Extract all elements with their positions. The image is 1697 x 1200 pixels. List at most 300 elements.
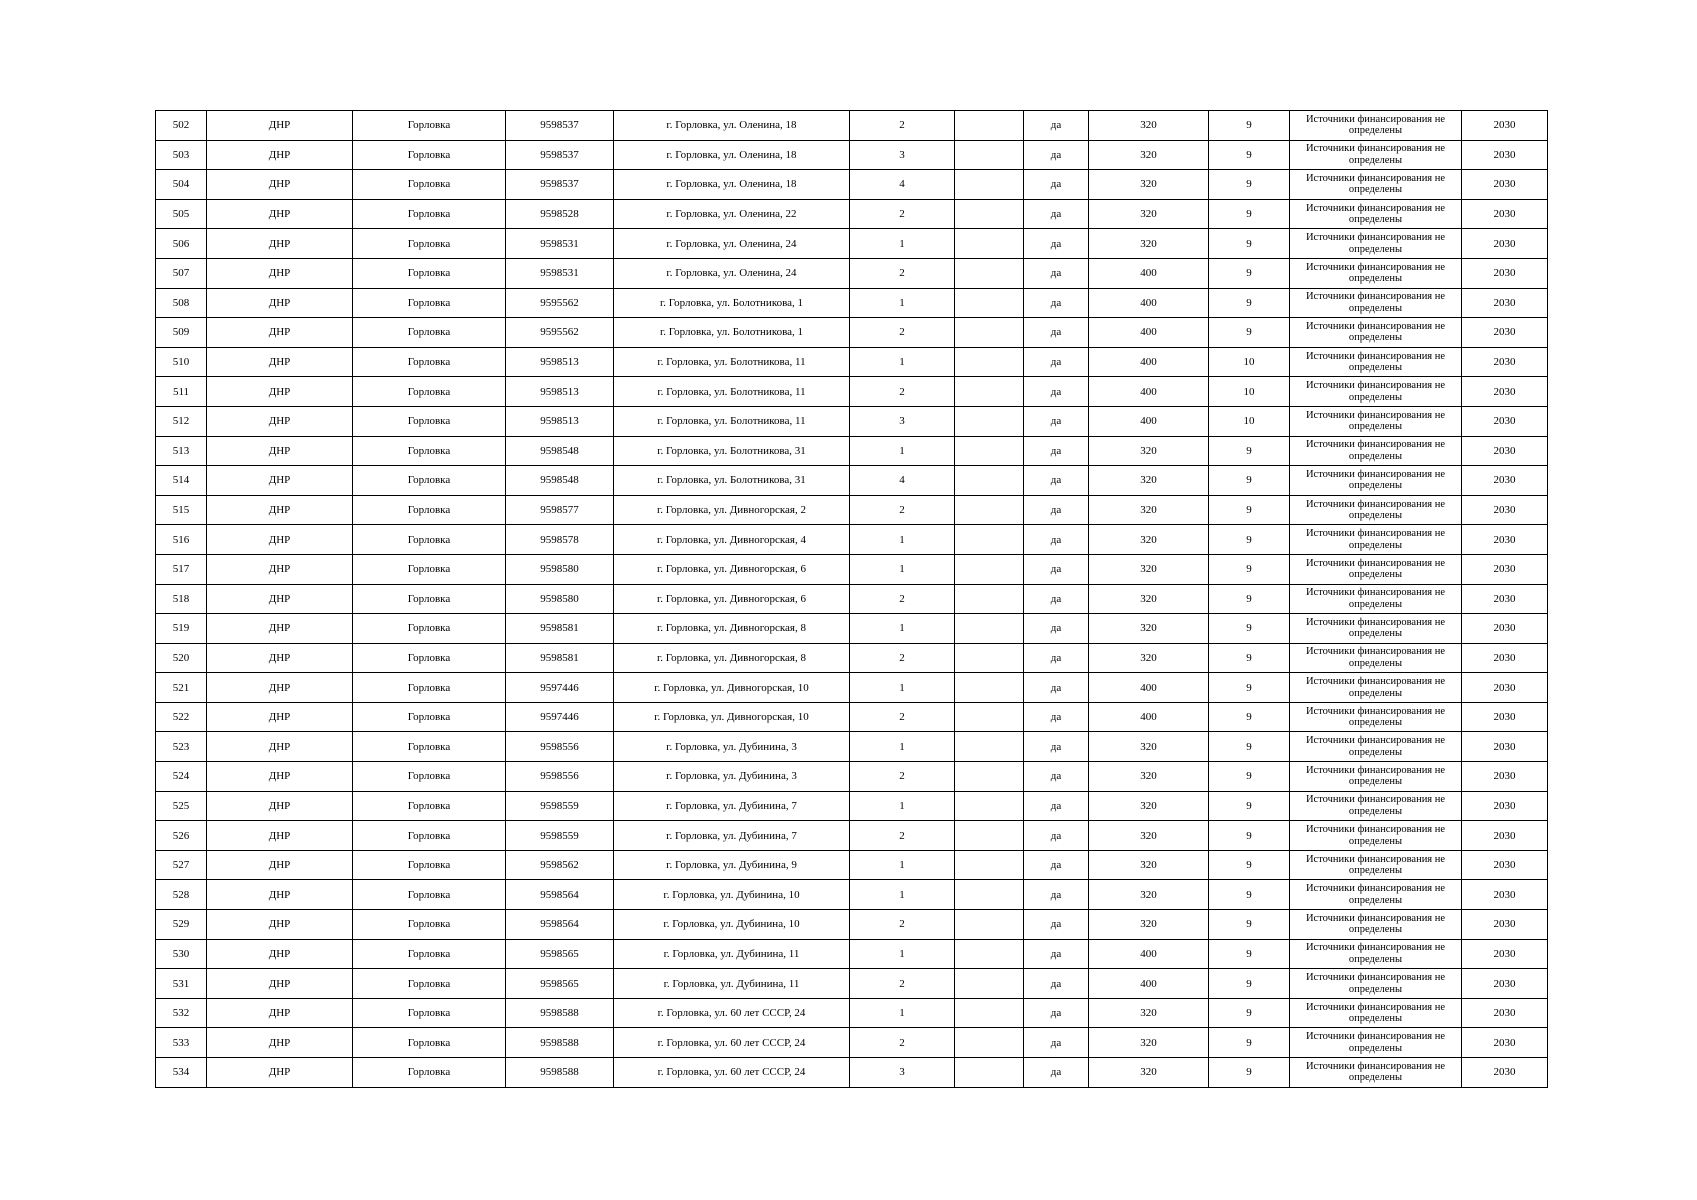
- row-number-cell: 507: [156, 258, 207, 288]
- flag-cell: да: [1024, 969, 1089, 999]
- region-cell: ДНР: [207, 821, 353, 851]
- capacity-cell: 320: [1089, 643, 1209, 673]
- year-cell: 2030: [1462, 850, 1548, 880]
- flag-cell: да: [1024, 406, 1089, 436]
- flag-cell: да: [1024, 288, 1089, 318]
- entrance-number-cell: 3: [850, 140, 955, 170]
- row-number-cell: 508: [156, 288, 207, 318]
- blank-cell: [955, 880, 1024, 910]
- funding-source-cell: Источники финансирования не определены: [1290, 406, 1462, 436]
- capacity-cell: 320: [1089, 850, 1209, 880]
- address-cell: г. Горловка, ул. Дубинина, 11: [614, 969, 850, 999]
- year-cell: 2030: [1462, 910, 1548, 940]
- capacity-cell: 400: [1089, 702, 1209, 732]
- table-body: [156, 111, 1548, 1088]
- address-cell: г. Горловка, ул. Дубинина, 7: [614, 791, 850, 821]
- year-cell: 2030: [1462, 998, 1548, 1028]
- entrance-number-cell: 3: [850, 1058, 955, 1088]
- entrance-number-cell: 2: [850, 969, 955, 999]
- table-row: [156, 347, 1548, 377]
- row-number-cell: 521: [156, 673, 207, 703]
- flag-cell: да: [1024, 762, 1089, 792]
- floors-cell: 10: [1209, 377, 1290, 407]
- entrance-number-cell: 1: [850, 525, 955, 555]
- capacity-cell: 320: [1089, 762, 1209, 792]
- floors-cell: 9: [1209, 702, 1290, 732]
- flag-cell: да: [1024, 702, 1089, 732]
- city-cell: Горловка: [353, 791, 506, 821]
- row-number-cell: 506: [156, 229, 207, 259]
- table-row: [156, 199, 1548, 229]
- year-cell: 2030: [1462, 880, 1548, 910]
- row-number-cell: 509: [156, 318, 207, 348]
- object-code-cell: 9598537: [506, 140, 614, 170]
- blank-cell: [955, 998, 1024, 1028]
- object-code-cell: 9598513: [506, 377, 614, 407]
- entrance-number-cell: 1: [850, 791, 955, 821]
- blank-cell: [955, 850, 1024, 880]
- funding-source-cell: Источники финансирования не определены: [1290, 318, 1462, 348]
- funding-source-cell: Источники финансирования не определены: [1290, 673, 1462, 703]
- capacity-cell: 400: [1089, 347, 1209, 377]
- city-cell: Горловка: [353, 969, 506, 999]
- funding-source-cell: Источники финансирования не определены: [1290, 436, 1462, 466]
- blank-cell: [955, 762, 1024, 792]
- address-cell: г. Горловка, ул. Болотникова, 1: [614, 288, 850, 318]
- region-cell: ДНР: [207, 673, 353, 703]
- city-cell: Горловка: [353, 732, 506, 762]
- city-cell: Горловка: [353, 258, 506, 288]
- year-cell: 2030: [1462, 495, 1548, 525]
- region-cell: ДНР: [207, 258, 353, 288]
- flag-cell: да: [1024, 258, 1089, 288]
- object-code-cell: 9598537: [506, 111, 614, 141]
- capacity-cell: 320: [1089, 880, 1209, 910]
- object-code-cell: 9598556: [506, 732, 614, 762]
- object-code-cell: 9598548: [506, 436, 614, 466]
- blank-cell: [955, 969, 1024, 999]
- floors-cell: 9: [1209, 111, 1290, 141]
- floors-cell: 9: [1209, 939, 1290, 969]
- object-code-cell: 9598548: [506, 466, 614, 496]
- funding-source-cell: Источники финансирования не определены: [1290, 140, 1462, 170]
- flag-cell: да: [1024, 1058, 1089, 1088]
- table-row: [156, 436, 1548, 466]
- year-cell: 2030: [1462, 554, 1548, 584]
- blank-cell: [955, 140, 1024, 170]
- object-code-cell: 9598588: [506, 1058, 614, 1088]
- flag-cell: да: [1024, 554, 1089, 584]
- capacity-cell: 320: [1089, 998, 1209, 1028]
- region-cell: ДНР: [207, 939, 353, 969]
- entrance-number-cell: 1: [850, 998, 955, 1028]
- row-number-cell: 530: [156, 939, 207, 969]
- entrance-number-cell: 1: [850, 229, 955, 259]
- entrance-number-cell: 2: [850, 495, 955, 525]
- floors-cell: 9: [1209, 436, 1290, 466]
- funding-source-cell: Источники финансирования не определены: [1290, 347, 1462, 377]
- funding-source-cell: Источники финансирования не определены: [1290, 554, 1462, 584]
- row-number-cell: 502: [156, 111, 207, 141]
- entrance-number-cell: 2: [850, 1028, 955, 1058]
- row-number-cell: 524: [156, 762, 207, 792]
- address-cell: г. Горловка, ул. Дивногорская, 6: [614, 584, 850, 614]
- table-row: [156, 554, 1548, 584]
- floors-cell: 9: [1209, 1058, 1290, 1088]
- table-row: [156, 406, 1548, 436]
- blank-cell: [955, 170, 1024, 200]
- floors-cell: 9: [1209, 880, 1290, 910]
- year-cell: 2030: [1462, 466, 1548, 496]
- object-code-cell: 9598588: [506, 998, 614, 1028]
- row-number-cell: 504: [156, 170, 207, 200]
- city-cell: Горловка: [353, 1028, 506, 1058]
- city-cell: Горловка: [353, 614, 506, 644]
- region-cell: ДНР: [207, 850, 353, 880]
- table-row: [156, 791, 1548, 821]
- funding-source-cell: Источники финансирования не определены: [1290, 614, 1462, 644]
- blank-cell: [955, 288, 1024, 318]
- address-cell: г. Горловка, ул. Дубинина, 10: [614, 910, 850, 940]
- address-cell: г. Горловка, ул. Болотникова, 11: [614, 406, 850, 436]
- flag-cell: да: [1024, 614, 1089, 644]
- floors-cell: 9: [1209, 525, 1290, 555]
- address-cell: г. Горловка, ул. Дубинина, 11: [614, 939, 850, 969]
- address-cell: г. Горловка, ул. 60 лет СССР, 24: [614, 1058, 850, 1088]
- table-row: [156, 495, 1548, 525]
- object-code-cell: 9598565: [506, 939, 614, 969]
- capacity-cell: 320: [1089, 554, 1209, 584]
- funding-source-cell: Источники финансирования не определены: [1290, 466, 1462, 496]
- blank-cell: [955, 199, 1024, 229]
- funding-source-cell: Источники финансирования не определены: [1290, 850, 1462, 880]
- blank-cell: [955, 584, 1024, 614]
- year-cell: 2030: [1462, 643, 1548, 673]
- entrance-number-cell: 2: [850, 643, 955, 673]
- city-cell: Горловка: [353, 170, 506, 200]
- address-cell: г. Горловка, ул. Дубинина, 9: [614, 850, 850, 880]
- blank-cell: [955, 406, 1024, 436]
- region-cell: ДНР: [207, 762, 353, 792]
- flag-cell: да: [1024, 318, 1089, 348]
- address-cell: г. Горловка, ул. Болотникова, 11: [614, 347, 850, 377]
- entrance-number-cell: 2: [850, 584, 955, 614]
- funding-source-cell: Источники финансирования не определены: [1290, 910, 1462, 940]
- entrance-number-cell: 2: [850, 702, 955, 732]
- row-number-cell: 511: [156, 377, 207, 407]
- funding-source-cell: Источники финансирования не определены: [1290, 495, 1462, 525]
- table-row: [156, 673, 1548, 703]
- city-cell: Горловка: [353, 199, 506, 229]
- address-cell: г. Горловка, ул. 60 лет СССР, 24: [614, 1028, 850, 1058]
- flag-cell: да: [1024, 199, 1089, 229]
- floors-cell: 9: [1209, 1028, 1290, 1058]
- flag-cell: да: [1024, 1028, 1089, 1058]
- city-cell: Горловка: [353, 436, 506, 466]
- floors-cell: 9: [1209, 850, 1290, 880]
- table-row: [156, 643, 1548, 673]
- row-number-cell: 527: [156, 850, 207, 880]
- region-cell: ДНР: [207, 377, 353, 407]
- table-row: [156, 1028, 1548, 1058]
- floors-cell: 9: [1209, 229, 1290, 259]
- city-cell: Горловка: [353, 673, 506, 703]
- table-row: [156, 170, 1548, 200]
- table-row: [156, 614, 1548, 644]
- capacity-cell: 400: [1089, 258, 1209, 288]
- row-number-cell: 525: [156, 791, 207, 821]
- address-cell: г. Горловка, ул. Оленина, 18: [614, 140, 850, 170]
- address-cell: г. Горловка, ул. Дивногорская, 8: [614, 614, 850, 644]
- floors-cell: 9: [1209, 554, 1290, 584]
- blank-cell: [955, 466, 1024, 496]
- year-cell: 2030: [1462, 229, 1548, 259]
- capacity-cell: 400: [1089, 377, 1209, 407]
- region-cell: ДНР: [207, 229, 353, 259]
- blank-cell: [955, 732, 1024, 762]
- object-code-cell: 9598581: [506, 643, 614, 673]
- floors-cell: 9: [1209, 762, 1290, 792]
- year-cell: 2030: [1462, 377, 1548, 407]
- row-number-cell: 513: [156, 436, 207, 466]
- entrance-number-cell: 2: [850, 258, 955, 288]
- year-cell: 2030: [1462, 318, 1548, 348]
- flag-cell: да: [1024, 998, 1089, 1028]
- object-code-cell: 9597446: [506, 673, 614, 703]
- address-cell: г. Горловка, ул. Оленина, 24: [614, 229, 850, 259]
- capacity-cell: 320: [1089, 732, 1209, 762]
- funding-source-cell: Источники финансирования не определены: [1290, 702, 1462, 732]
- object-code-cell: 9598537: [506, 170, 614, 200]
- region-cell: ДНР: [207, 406, 353, 436]
- flag-cell: да: [1024, 347, 1089, 377]
- entrance-number-cell: 1: [850, 880, 955, 910]
- object-code-cell: 9598588: [506, 1028, 614, 1058]
- floors-cell: 9: [1209, 673, 1290, 703]
- table-row: [156, 377, 1548, 407]
- region-cell: ДНР: [207, 1058, 353, 1088]
- year-cell: 2030: [1462, 762, 1548, 792]
- table-row: [156, 466, 1548, 496]
- city-cell: Горловка: [353, 939, 506, 969]
- object-code-cell: 9598513: [506, 347, 614, 377]
- address-cell: г. Горловка, ул. Болотникова, 31: [614, 436, 850, 466]
- city-cell: Горловка: [353, 850, 506, 880]
- row-number-cell: 503: [156, 140, 207, 170]
- capacity-cell: 400: [1089, 673, 1209, 703]
- funding-source-cell: Источники финансирования не определены: [1290, 1028, 1462, 1058]
- floors-cell: 9: [1209, 318, 1290, 348]
- flag-cell: да: [1024, 643, 1089, 673]
- floors-cell: 9: [1209, 466, 1290, 496]
- year-cell: 2030: [1462, 584, 1548, 614]
- region-cell: ДНР: [207, 466, 353, 496]
- region-cell: ДНР: [207, 111, 353, 141]
- object-code-cell: 9598580: [506, 584, 614, 614]
- city-cell: Горловка: [353, 495, 506, 525]
- capacity-cell: 320: [1089, 199, 1209, 229]
- region-cell: ДНР: [207, 495, 353, 525]
- city-cell: Горловка: [353, 910, 506, 940]
- address-cell: г. Горловка, ул. Дубинина, 7: [614, 821, 850, 851]
- blank-cell: [955, 614, 1024, 644]
- address-cell: г. Горловка, ул. Оленина, 22: [614, 199, 850, 229]
- region-cell: ДНР: [207, 288, 353, 318]
- blank-cell: [955, 318, 1024, 348]
- funding-source-cell: Источники финансирования не определены: [1290, 111, 1462, 141]
- entrance-number-cell: 1: [850, 614, 955, 644]
- region-cell: ДНР: [207, 880, 353, 910]
- blank-cell: [955, 791, 1024, 821]
- city-cell: Горловка: [353, 525, 506, 555]
- row-number-cell: 518: [156, 584, 207, 614]
- flag-cell: да: [1024, 850, 1089, 880]
- region-cell: ДНР: [207, 436, 353, 466]
- city-cell: Горловка: [353, 406, 506, 436]
- blank-cell: [955, 673, 1024, 703]
- funding-source-cell: Источники финансирования не определены: [1290, 525, 1462, 555]
- floors-cell: 9: [1209, 791, 1290, 821]
- flag-cell: да: [1024, 939, 1089, 969]
- capacity-cell: 400: [1089, 288, 1209, 318]
- funding-source-cell: Источники финансирования не определены: [1290, 791, 1462, 821]
- row-number-cell: 533: [156, 1028, 207, 1058]
- city-cell: Горловка: [353, 318, 506, 348]
- address-cell: г. Горловка, ул. Дубинина, 10: [614, 880, 850, 910]
- year-cell: 2030: [1462, 969, 1548, 999]
- entrance-number-cell: 2: [850, 377, 955, 407]
- funding-source-cell: Источники финансирования не определены: [1290, 377, 1462, 407]
- row-number-cell: 522: [156, 702, 207, 732]
- city-cell: Горловка: [353, 1058, 506, 1088]
- entrance-number-cell: 1: [850, 554, 955, 584]
- capacity-cell: 320: [1089, 1058, 1209, 1088]
- city-cell: Горловка: [353, 643, 506, 673]
- floors-cell: 10: [1209, 406, 1290, 436]
- table-row: [156, 229, 1548, 259]
- flag-cell: да: [1024, 495, 1089, 525]
- flag-cell: да: [1024, 229, 1089, 259]
- object-code-cell: 9598559: [506, 821, 614, 851]
- table-row: [156, 998, 1548, 1028]
- entrance-number-cell: 2: [850, 199, 955, 229]
- address-cell: г. Горловка, ул. Дивногорская, 4: [614, 525, 850, 555]
- capacity-cell: 320: [1089, 821, 1209, 851]
- table-row: [156, 910, 1548, 940]
- address-cell: г. Горловка, ул. Дивногорская, 10: [614, 702, 850, 732]
- year-cell: 2030: [1462, 436, 1548, 466]
- floors-cell: 9: [1209, 140, 1290, 170]
- region-cell: ДНР: [207, 170, 353, 200]
- row-number-cell: 532: [156, 998, 207, 1028]
- region-cell: ДНР: [207, 643, 353, 673]
- object-code-cell: 9598581: [506, 614, 614, 644]
- table-row: [156, 732, 1548, 762]
- table-row: [156, 762, 1548, 792]
- table-row: [156, 969, 1548, 999]
- capacity-cell: 400: [1089, 406, 1209, 436]
- object-code-cell: 9595562: [506, 318, 614, 348]
- city-cell: Горловка: [353, 998, 506, 1028]
- city-cell: Горловка: [353, 702, 506, 732]
- blank-cell: [955, 525, 1024, 555]
- blank-cell: [955, 643, 1024, 673]
- region-cell: ДНР: [207, 614, 353, 644]
- region-cell: ДНР: [207, 702, 353, 732]
- year-cell: 2030: [1462, 821, 1548, 851]
- year-cell: 2030: [1462, 732, 1548, 762]
- table-row: [156, 850, 1548, 880]
- region-cell: ДНР: [207, 584, 353, 614]
- address-cell: г. Горловка, ул. Дубинина, 3: [614, 732, 850, 762]
- floors-cell: 9: [1209, 584, 1290, 614]
- object-code-cell: 9598513: [506, 406, 614, 436]
- floors-cell: 9: [1209, 614, 1290, 644]
- capacity-cell: 320: [1089, 436, 1209, 466]
- city-cell: Горловка: [353, 229, 506, 259]
- object-code-cell: 9598562: [506, 850, 614, 880]
- capacity-cell: 400: [1089, 318, 1209, 348]
- address-cell: г. Горловка, ул. Оленина, 18: [614, 111, 850, 141]
- blank-cell: [955, 436, 1024, 466]
- row-number-cell: 510: [156, 347, 207, 377]
- city-cell: Горловка: [353, 466, 506, 496]
- capacity-cell: 320: [1089, 495, 1209, 525]
- flag-cell: да: [1024, 821, 1089, 851]
- region-cell: ДНР: [207, 791, 353, 821]
- capacity-cell: 320: [1089, 584, 1209, 614]
- funding-source-cell: Источники финансирования не определены: [1290, 939, 1462, 969]
- region-cell: ДНР: [207, 318, 353, 348]
- year-cell: 2030: [1462, 614, 1548, 644]
- address-cell: г. Горловка, ул. Оленина, 24: [614, 258, 850, 288]
- year-cell: 2030: [1462, 939, 1548, 969]
- region-cell: ДНР: [207, 1028, 353, 1058]
- blank-cell: [955, 347, 1024, 377]
- region-cell: ДНР: [207, 554, 353, 584]
- year-cell: 2030: [1462, 170, 1548, 200]
- address-cell: г. Горловка, ул. 60 лет СССР, 24: [614, 998, 850, 1028]
- flag-cell: да: [1024, 170, 1089, 200]
- entrance-number-cell: 2: [850, 821, 955, 851]
- row-number-cell: 516: [156, 525, 207, 555]
- blank-cell: [955, 377, 1024, 407]
- floors-cell: 9: [1209, 288, 1290, 318]
- year-cell: 2030: [1462, 1028, 1548, 1058]
- funding-source-cell: Источники финансирования не определены: [1290, 762, 1462, 792]
- address-cell: г. Горловка, ул. Дивногорская, 10: [614, 673, 850, 703]
- city-cell: Горловка: [353, 821, 506, 851]
- blank-cell: [955, 1028, 1024, 1058]
- address-cell: г. Горловка, ул. Дивногорская, 2: [614, 495, 850, 525]
- address-cell: г. Горловка, ул. Оленина, 18: [614, 170, 850, 200]
- blank-cell: [955, 1058, 1024, 1088]
- year-cell: 2030: [1462, 791, 1548, 821]
- funding-source-cell: Источники финансирования не определены: [1290, 643, 1462, 673]
- floors-cell: 9: [1209, 821, 1290, 851]
- floors-cell: 9: [1209, 732, 1290, 762]
- region-cell: ДНР: [207, 998, 353, 1028]
- row-number-cell: 531: [156, 969, 207, 999]
- object-code-cell: 9598565: [506, 969, 614, 999]
- flag-cell: да: [1024, 910, 1089, 940]
- entrance-number-cell: 4: [850, 466, 955, 496]
- row-number-cell: 505: [156, 199, 207, 229]
- city-cell: Горловка: [353, 140, 506, 170]
- table-row: [156, 288, 1548, 318]
- entrance-number-cell: 1: [850, 288, 955, 318]
- entrance-number-cell: 1: [850, 347, 955, 377]
